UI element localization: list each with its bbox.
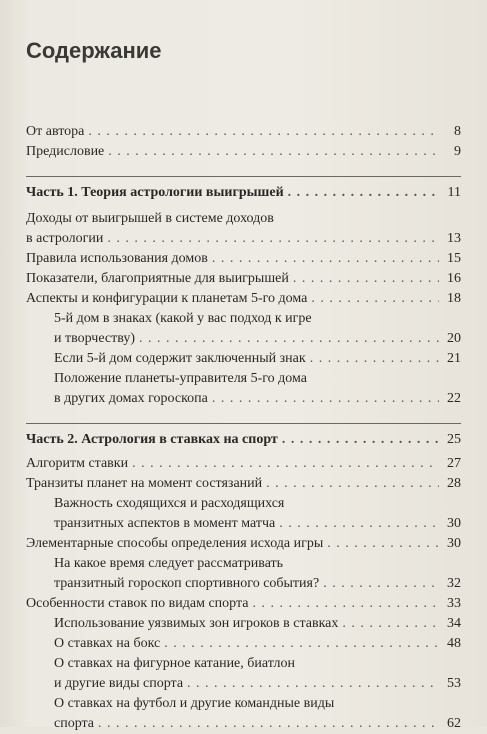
toc-entry-text: Часть 1. Теория астрологии выигрышей [26, 185, 284, 200]
toc-leader [288, 183, 439, 203]
toc-part-heading [26, 183, 461, 203]
section-divider [26, 423, 461, 424]
toc-leader [139, 329, 439, 349]
toc-entry [26, 474, 461, 494]
toc-leader [88, 122, 439, 142]
toc-entry-text: транзитный гороскоп спортивного события? [54, 576, 320, 591]
toc-entry-text: На какое время следует рассматривать [54, 556, 284, 571]
toc-page-number: 18 [447, 291, 461, 306]
toc-leader [108, 142, 439, 162]
toc-leader [164, 634, 439, 654]
toc-entry-text: Транзиты планет на момент состязаний [26, 476, 263, 491]
toc-page-number: 32 [447, 576, 461, 591]
toc-leader [212, 389, 439, 409]
toc-entry-text: Аспекты и конфигурации к планетам 5-го дома [26, 291, 308, 306]
toc-leader [252, 594, 439, 614]
toc-entry-text: спорта [54, 716, 95, 731]
toc-entry-text: в астрологии [26, 231, 104, 246]
toc-entry-text: О ставках на фигурное катание, биатлон [54, 656, 295, 671]
toc-leader [107, 229, 439, 249]
toc-leader [212, 249, 439, 269]
toc-entry [26, 289, 461, 309]
toc-entry-text: и другие виды спорта [54, 676, 184, 691]
toc-entry-text: Доходы от выигрышей в системе доходов [26, 211, 274, 226]
toc-entry-text: О ставках на футбол и другие командные виды [54, 696, 335, 711]
toc-leader [310, 349, 439, 369]
toc-entry-text: Предисловие [26, 144, 105, 159]
toc-part-heading [26, 430, 461, 450]
toc-entry [26, 534, 461, 554]
toc-subentry [26, 494, 461, 534]
toc-entry [26, 142, 461, 162]
toc-page-number: 22 [447, 391, 461, 406]
toc-leader [311, 289, 439, 309]
toc-leader [282, 430, 439, 450]
toc-page-number: 25 [447, 432, 461, 447]
toc-subentry [26, 309, 461, 349]
toc-page-number: 8 [454, 124, 461, 139]
toc-subentry [26, 349, 461, 369]
toc-leader [279, 514, 439, 534]
toc-entry-text: Важность сходящихся и расходящихся [54, 496, 285, 511]
toc-page-number: 27 [447, 456, 461, 471]
toc-page-number: 53 [447, 676, 461, 691]
toc-page-number: 48 [447, 636, 461, 651]
toc-page-number: 30 [447, 536, 461, 551]
section-divider [26, 176, 461, 177]
toc-entry-text: Часть 2. Астрология в ставках на спорт [26, 432, 278, 447]
toc-page-number: 15 [447, 251, 461, 266]
toc-entry-text: и творчеству) [54, 331, 136, 346]
toc-entry-text: 5-й дом в знаках (какой у вас подход к игре [54, 311, 312, 326]
toc-entry-text: От автора [26, 124, 85, 139]
toc-entry-text: Использование уязвимых зон игроков в ставках [54, 616, 339, 631]
toc-entry-text: Показатели, благоприятные для выигрышей [26, 271, 289, 286]
toc-page-number: 30 [447, 516, 461, 531]
toc-subentry [26, 554, 461, 594]
toc-subentry [26, 654, 461, 694]
toc-entry [26, 269, 461, 289]
toc-page-number: 33 [447, 596, 461, 611]
toc-entry-text: в других домах гороскопа [54, 391, 208, 406]
toc-page-number: 21 [447, 351, 461, 366]
toc-leader [342, 614, 439, 634]
toc-subentry [26, 634, 461, 654]
toc-entry-text: Правила использования домов [26, 251, 208, 266]
toc-leader [323, 574, 439, 594]
toc-entry [26, 209, 461, 249]
toc-entry-text: транзитных аспектов в момент матча [54, 516, 276, 531]
toc-subentry [26, 369, 461, 409]
toc-leader [327, 534, 439, 554]
toc-entry [26, 594, 461, 614]
toc-subentry [26, 694, 461, 734]
toc-subentry [26, 614, 461, 634]
toc-entry [26, 249, 461, 269]
toc-page-number: 28 [447, 476, 461, 491]
toc-entry [26, 122, 461, 142]
toc-page-number: 9 [454, 144, 461, 159]
toc-page-number: 11 [447, 185, 461, 200]
toc-entry-text: О ставках на бокс [54, 636, 161, 651]
toc-entry-text: Если 5-й дом содержит заключенный знак [54, 351, 306, 366]
toc-page-number: 34 [447, 616, 461, 631]
toc-entry-text: Элементарные способы определения исхода игры [26, 536, 324, 551]
table-of-contents [26, 122, 461, 734]
toc-leader [98, 714, 439, 734]
toc-entry [26, 454, 461, 474]
toc-leader [266, 474, 439, 494]
toc-leader [132, 454, 439, 474]
page-title: Содержание [26, 38, 162, 63]
toc-entry-text: Особенности ставок по видам спорта [26, 596, 249, 611]
toc-page-number: 62 [447, 716, 461, 731]
toc-page-number: 13 [447, 231, 461, 246]
toc-leader [293, 269, 439, 289]
toc-leader [187, 674, 439, 694]
toc-page-number: 16 [447, 271, 461, 286]
toc-entry-text: Положение планеты-управителя 5-го дома [54, 371, 308, 386]
toc-page-number: 20 [447, 331, 461, 346]
toc-entry-text: Алгоритм ставки [26, 456, 129, 471]
